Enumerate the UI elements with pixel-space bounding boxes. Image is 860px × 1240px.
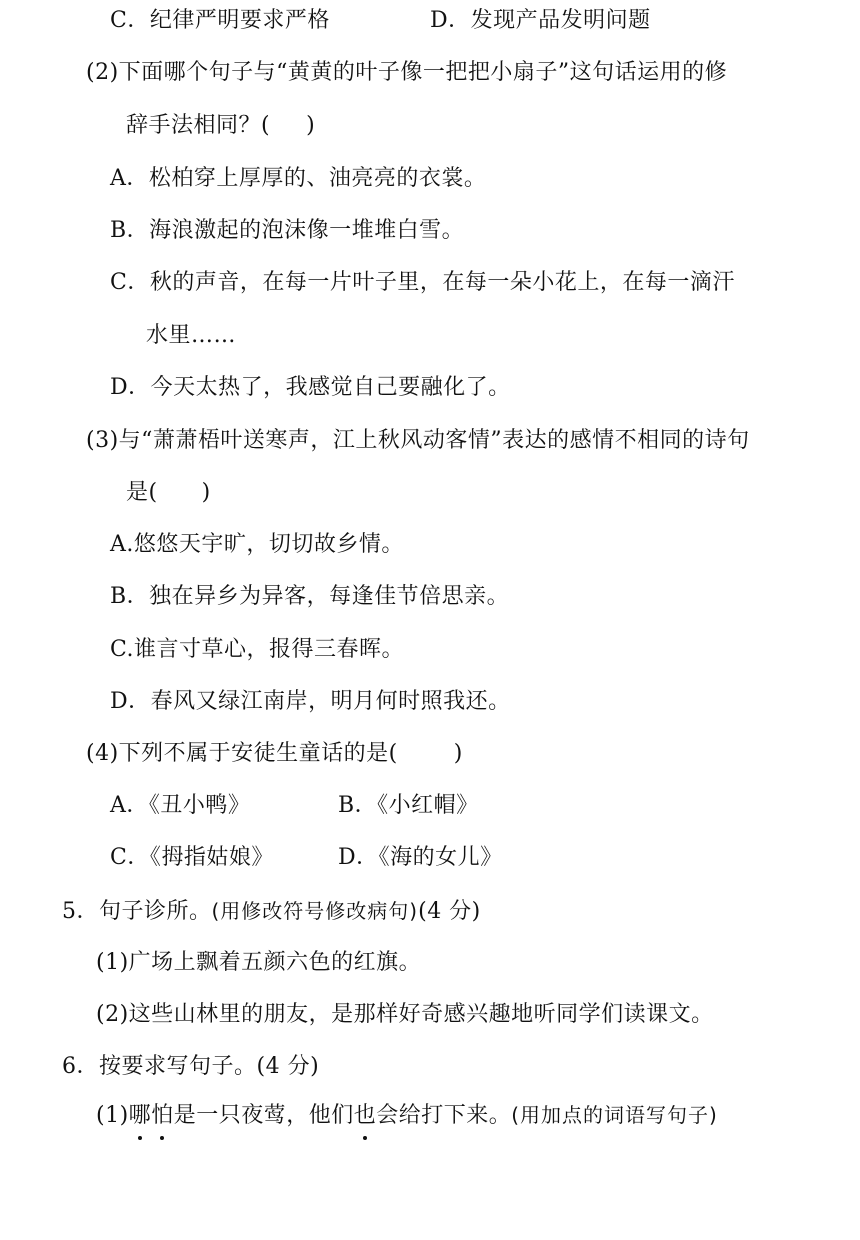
question-stem-continued bbox=[126, 111, 315, 141]
option-b: B．独在异乡为异客，每逢佳节倍思亲。 bbox=[110, 584, 510, 609]
sentence-item: (2)这些山林里的朋友，是那样好奇感兴趣地听同学们读课文。 bbox=[96, 1002, 714, 1027]
sentence-item: (1)广场上飘着五颜六色的红旗。 bbox=[96, 950, 422, 975]
item-number: (1) bbox=[96, 1103, 129, 1128]
question-stem: (2)下面哪个句子与“黄黄的叶子像一把把小扇子”这句话运用的修 bbox=[86, 60, 728, 85]
emphasized-char-text: 哪 bbox=[128, 1103, 152, 1128]
emphasized-char-text: 怕 bbox=[151, 1103, 174, 1128]
emphasis-dot bbox=[160, 1136, 164, 1140]
stem-text: (4)下列不属于安徒生童话的是( bbox=[86, 741, 398, 766]
heading-text: 5．句子诊所。 bbox=[62, 899, 212, 924]
option-a: A．《丑小鸭》 bbox=[110, 793, 251, 818]
emphasized-char bbox=[129, 1101, 152, 1131]
option-b: B．海浪激起的泡沫像一堆堆白雪。 bbox=[110, 218, 465, 243]
emphasized-char bbox=[151, 1101, 174, 1131]
emphasis-dot bbox=[138, 1136, 142, 1140]
option-c: C.谁言寸草心，报得三春晖。 bbox=[110, 637, 405, 662]
question-stem: (3)与“萧萧梧叶送寒声，江上秋风动客情”表达的感情不相同的诗句 bbox=[86, 428, 750, 453]
emphasized-char bbox=[354, 1101, 377, 1131]
stem-close: ) bbox=[453, 741, 463, 766]
option-b: B．《小红帽》 bbox=[338, 793, 479, 818]
option-c: C．《拇指姑娘》 bbox=[110, 845, 274, 870]
question-stem bbox=[86, 739, 463, 769]
question-heading bbox=[62, 896, 481, 927]
stem-close: ) bbox=[201, 480, 211, 505]
stem-text: 是( bbox=[126, 480, 158, 505]
option-d: D．发现产品发明问题 bbox=[430, 8, 651, 33]
instruction-text: (用加点的词语写句子) bbox=[511, 1103, 718, 1127]
option-d: D．今天太热了，我感觉自己要融化了。 bbox=[110, 375, 511, 400]
score-text: (4 分) bbox=[418, 899, 481, 924]
option-d: D．春风又绿江南岸，明月何时照我还。 bbox=[110, 689, 511, 714]
instruction-text: (用修改符号修改病句) bbox=[211, 899, 419, 923]
sentence-text: 是一只夜莺，他们 bbox=[173, 1103, 354, 1128]
question-heading: 6．按要求写句子。(4 分) bbox=[62, 1054, 320, 1079]
emphasis-dot bbox=[363, 1136, 367, 1140]
option-d: D．《海的女儿》 bbox=[338, 845, 503, 870]
option-c: C．纪律严明要求严格 bbox=[110, 8, 330, 33]
sentence-item bbox=[96, 1100, 718, 1131]
sentence-text: 会给打下来。 bbox=[376, 1103, 512, 1128]
stem-close: ) bbox=[306, 113, 316, 138]
stem-text: 辞手法相同？( bbox=[126, 113, 271, 138]
option-c: C．秋的声音，在每一片叶子里，在每一朵小花上，在每一滴汗 bbox=[110, 270, 735, 295]
option-a: A.悠悠天宇旷，切切故乡情。 bbox=[110, 532, 404, 557]
emphasized-char-text: 也 bbox=[353, 1103, 377, 1128]
option-a: A．松柏穿上厚厚的、油亮亮的衣裳。 bbox=[110, 166, 487, 191]
option-c-continued: 水里…… bbox=[146, 323, 237, 348]
question-stem-continued bbox=[126, 478, 211, 508]
